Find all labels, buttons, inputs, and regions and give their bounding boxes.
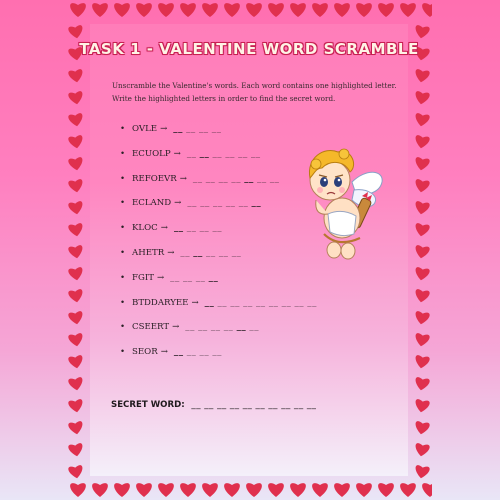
arrow-icon: →: [174, 198, 182, 209]
arrow-icon: →: [156, 272, 165, 283]
heart-decoration: [68, 311, 84, 326]
bullet: •: [120, 322, 126, 333]
heart-decoration: [414, 465, 430, 480]
heart-decoration: [334, 483, 350, 497]
heart-decoration: [114, 483, 130, 497]
heart-decoration: [290, 3, 306, 17]
heart-decoration: [414, 333, 430, 348]
heart-decoration: [202, 3, 218, 17]
heart-decoration: [68, 267, 84, 282]
arrow-icon: →: [172, 322, 180, 333]
heart-decoration: [68, 465, 84, 480]
heart-decoration: [268, 3, 284, 17]
heart-decoration: [334, 3, 350, 17]
scrambled-word: BTDDARYEE: [132, 297, 189, 308]
heart-decoration: [68, 223, 84, 238]
heart-decoration: [414, 91, 430, 106]
heart-decoration: [414, 179, 430, 194]
heart-decoration: [202, 483, 218, 497]
heart-decoration: [180, 483, 196, 497]
bullet: •: [120, 124, 126, 134]
heart-decoration: [414, 201, 430, 216]
heart-decoration: [224, 483, 240, 497]
heart-decoration: [136, 483, 152, 497]
scrambled-word: KLOC: [132, 223, 158, 234]
heart-decoration: [68, 355, 84, 370]
heart-decoration: [414, 113, 430, 128]
heart-decoration: [68, 399, 84, 414]
heart-decoration: [92, 3, 108, 17]
heart-decoration: [414, 157, 430, 172]
heart-decoration: [68, 179, 84, 194]
heart-decoration: [158, 3, 174, 17]
heart-decoration: [268, 483, 284, 497]
heart-decoration: [414, 311, 430, 326]
scrambled-word: FGIT: [132, 272, 154, 283]
heart-decoration: [68, 421, 84, 436]
bullet: •: [120, 272, 126, 283]
heart-decoration: [414, 421, 430, 436]
heart-decoration: [92, 483, 108, 497]
heart-decoration: [414, 223, 430, 238]
bullet: •: [120, 198, 126, 209]
heart-decoration: [68, 443, 84, 458]
heart-decoration: [312, 3, 328, 17]
answer-blanks[interactable]: __ __ __ __ __ __: [187, 198, 262, 209]
word-row: [120, 347, 380, 372]
heart-decoration: [414, 399, 430, 414]
heart-decoration: [400, 3, 416, 17]
bullet: •: [120, 223, 126, 234]
secret-word-label: SECRET WORD:: [111, 400, 185, 410]
heart-decoration: [68, 91, 84, 106]
bullet: •: [120, 297, 126, 308]
answer-blanks[interactable]: __ __ __ __: [173, 347, 222, 358]
heart-decoration: [224, 3, 240, 17]
heart-decoration: [68, 69, 84, 84]
worksheet-title: TASK 1 - VALENTINE WORD SCRAMBLE: [79, 40, 419, 58]
bullet: •: [120, 148, 126, 159]
arrow-icon: →: [160, 124, 168, 134]
arrow-icon: →: [167, 247, 175, 258]
answer-blanks[interactable]: __ __ __ __: [170, 272, 219, 283]
heart-decoration: [68, 113, 84, 128]
heart-decoration: [414, 25, 430, 40]
word-row: [120, 322, 380, 347]
heart-decoration: [68, 25, 84, 40]
secret-word-line: [111, 400, 316, 410]
heart-decoration: [180, 3, 196, 17]
answer-blanks[interactable]: __ __ __ __ __: [180, 247, 242, 258]
heart-decoration: [414, 289, 430, 304]
heart-decoration: [356, 483, 372, 497]
heart-decoration: [422, 483, 432, 497]
arrow-icon: →: [173, 148, 181, 159]
heart-decoration: [414, 377, 430, 392]
bullet: •: [120, 347, 126, 358]
word-row: [120, 298, 380, 323]
heart-decoration: [68, 157, 84, 172]
heart-decoration: [68, 333, 84, 348]
heart-decoration: [400, 483, 416, 497]
heart-decoration: [68, 201, 84, 216]
heart-decoration: [158, 483, 174, 497]
heart-decoration: [422, 3, 432, 17]
heart-decoration: [414, 69, 430, 84]
arrow-icon: →: [160, 347, 168, 358]
heart-decoration: [246, 483, 262, 497]
arrow-icon: →: [160, 223, 168, 234]
heart-decoration: [414, 267, 430, 282]
heart-decoration: [246, 3, 262, 17]
secret-word-blanks: __ __ __ __ __ __ __ __ __ __: [191, 400, 317, 410]
scrambled-word: OVLE: [132, 124, 158, 134]
heart-decoration: [136, 3, 152, 17]
heart-decoration: [68, 135, 84, 150]
scrambled-word: CSEERT: [132, 322, 170, 333]
scrambled-word: REFOEVR: [132, 173, 177, 184]
heart-decoration: [114, 3, 130, 17]
answer-blanks[interactable]: __ __ __ __ __ __: [185, 322, 259, 333]
scrambled-word: ECLAND: [132, 198, 172, 209]
answer-blanks[interactable]: __ __ __ __: [173, 223, 223, 234]
scrambled-word: SEOR: [132, 347, 158, 358]
heart-decoration: [70, 483, 86, 497]
heart-decoration: [68, 289, 84, 304]
heart-decoration: [378, 483, 394, 497]
scrambled-word: AHETR: [132, 247, 165, 258]
answer-blanks[interactable]: __ __ __ __ __ __ __ __ __: [204, 297, 317, 308]
heart-decoration: [414, 443, 430, 458]
worksheet: [66, 0, 432, 500]
heart-decoration: [70, 3, 86, 17]
bullet: •: [120, 173, 126, 184]
heart-decoration: [312, 483, 328, 497]
answer-blanks[interactable]: __ __ __ __: [173, 124, 222, 134]
answer-blanks[interactable]: __ __ __ __ __ __ __: [192, 173, 280, 184]
heart-decoration: [68, 245, 84, 260]
heart-decoration: [414, 355, 430, 370]
heart-decoration: [378, 3, 394, 17]
sad-cupid-illustration: [294, 138, 386, 264]
word-row: [120, 273, 380, 298]
heart-decoration: [414, 135, 430, 150]
instructions-text: Unscramble the Valentine's words. Each word contains one highlighted letter. Write the highlighted letters in order to find the secret word.: [112, 81, 397, 103]
scrambled-word: ECUOLP: [132, 148, 171, 159]
arrow-icon: →: [191, 297, 199, 308]
answer-blanks[interactable]: __ __ __ __ __ __: [186, 148, 261, 159]
heart-decoration: [356, 3, 372, 17]
heart-decoration: [290, 483, 306, 497]
heart-decoration: [414, 245, 430, 260]
bullet: •: [120, 247, 126, 258]
arrow-icon: →: [179, 173, 187, 184]
heart-decoration: [68, 377, 84, 392]
